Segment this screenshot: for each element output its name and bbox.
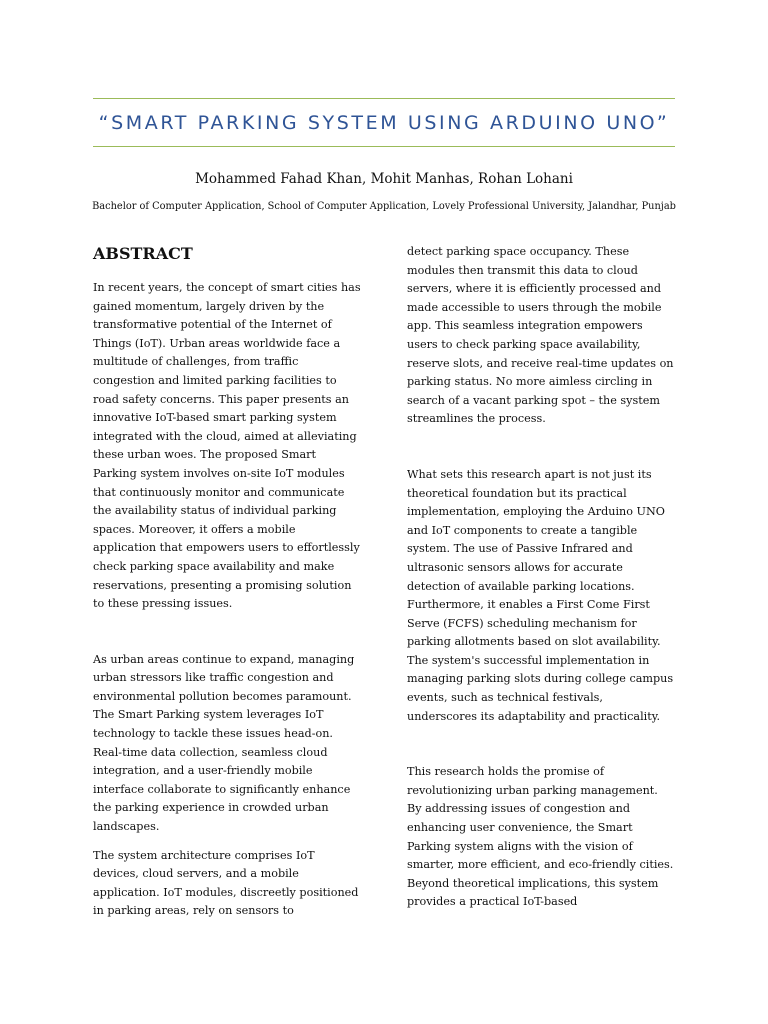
body-paragraph: This research holds the promise of revolutionizing urban parking management. By addressing issues of congestion and enhancing user convenience, the Smart Parking system aligns with the vision of smarter, more efficient, and eco-friendly cities. Beyond theoretical implications, this system provides a practical IoT-based [407, 765, 674, 909]
body-paragraph: What sets this research apart is not just its theoretical foundation but its practical implementation, employing the Arduino UNO and IoT components to create a tangible system. The use of Passive Infrared and ultrasonic sensors allows for accurate detection of available parking locations. Furthermore, it enables a First Come First Serve (FCFS) scheduling mechanism for parking allotments based on slot availability. The system's successful implementation in managing parking slots during college campus events, such as technical festivals, underscores its adaptability and practicality. [407, 467, 674, 723]
author-list: Mohammed Fahad Khan, Mohit Manhas, Rohan Lohani [195, 171, 573, 187]
body-paragraph: detect parking space occupancy. These modules then transmit this data to cloud servers, where it is efficiently processed and made accessible to users through the mobile app. This seamless integration empowers users to check parking space availability, reserve slots, and receive real-time updates on parking status. No more aimless circling in search of a vacant parking spot – the system streamlines the process. [407, 245, 674, 426]
title-rule-bottom [93, 146, 675, 147]
paper-title: “SMART PARKING SYSTEM USING ARDUINO UNO” [98, 112, 670, 134]
body-paragraph: As urban areas continue to expand, managing urban stressors like traffic congestion and environmental pollution becomes paramount. The Smart Parking system leverages IoT technology to tackle these issues head-on. Real-time data collection, seamless cloud integration, and a user-friendly mobile interface collaborate to significantly enhance the parking experience in crowded urban landscapes. [93, 652, 355, 834]
abstract-paragraph: In recent years, the concept of smart cities has gained momentum, largely driven by the transformative potential of the Internet of Things (IoT). Urban areas worldwide face a multitude of challenges, from traffic congestion and limited parking facilities to road safety concerns. This paper presents an innovative IoT-based smart parking system integrated with the cloud, aimed at alleviating these urban woes. The proposed Smart Parking system involves on-site IoT modules that continuously monitor and communicate the availability status of individual parking spaces. Moreover, it offers a mobile application that empowers users to effortlessly check parking space availability and make reservations, presenting a promising solution to these pressing issues. [93, 281, 361, 611]
title-rule-top [93, 98, 675, 99]
right-column [407, 243, 675, 912]
author-affiliation: Bachelor of Computer Application, School of Computer Application, Lovely Professional University, Jalandhar, Punjab [92, 201, 676, 212]
abstract-heading: ABSTRACT [93, 244, 193, 263]
body-paragraph: The system architecture comprises IoT devices, cloud servers, and a mobile application. IoT modules, discreetly positioned in parking areas, rely on sensors to [93, 848, 359, 918]
left-column [93, 243, 361, 921]
